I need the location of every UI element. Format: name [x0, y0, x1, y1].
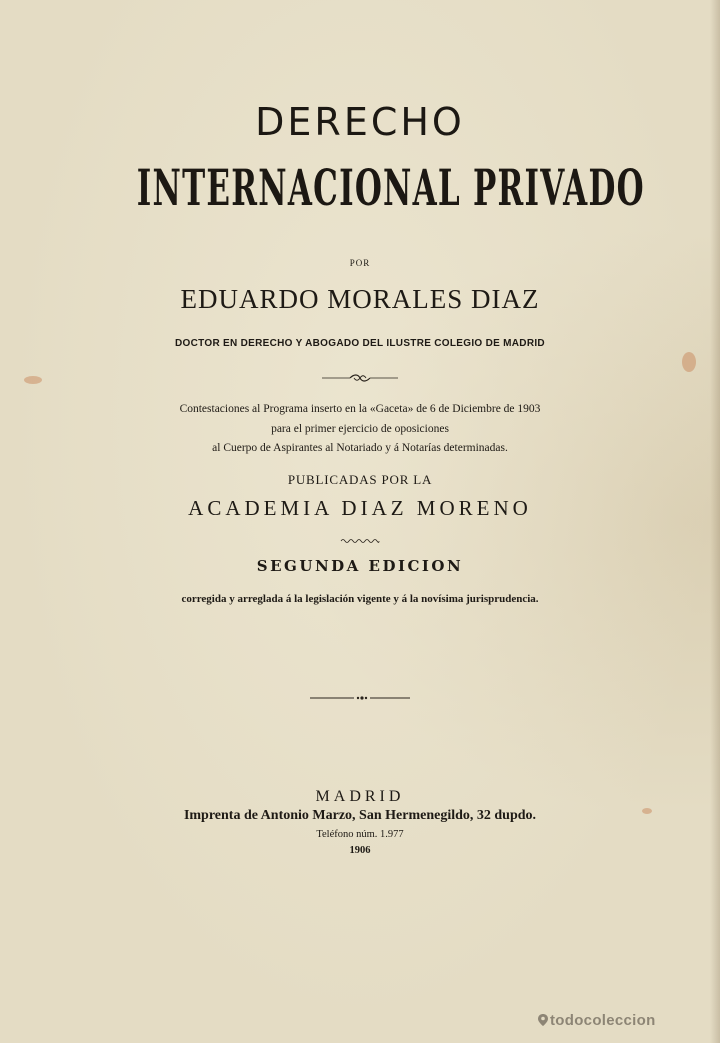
edition-label: SEGUNDA EDICION: [256, 557, 464, 575]
watermark-text: todocoleccion: [550, 1012, 656, 1029]
title-line-2: INTERNACIONAL PRIVADO: [136, 158, 645, 217]
description-line-3: al Cuerpo de Aspirantes al Notariado y á Notarías determinadas.: [212, 442, 508, 454]
title-line-1: DERECHO: [255, 100, 465, 144]
rule-divider: [0, 689, 720, 707]
page-edge-shadow: [710, 0, 720, 1043]
description-line-1: Contestaciones al Programa inserto en la «Gaceta» de 6 de Diciembre de 1903: [179, 403, 541, 415]
description-line-2: para el primer ejercicio de oposiciones: [271, 422, 449, 435]
author-credentials: DOCTOR EN DERECHO Y ABOGADO DEL ILUSTRE COLEGIO DE MADRID: [175, 338, 545, 349]
edition-note: corregida y arreglada á la legislación vigente y á la novísima jurisprudencia.: [181, 593, 539, 605]
watermark-logo: [538, 1012, 656, 1029]
imprint-city: MADRID: [315, 788, 405, 805]
pin-icon: [538, 1014, 548, 1026]
wave-ornament-icon: [340, 538, 380, 544]
author-name: EDUARDO MORALES DIAZ: [180, 284, 540, 314]
author-by-label: POR: [349, 258, 371, 268]
ornament-divider: [0, 371, 720, 389]
description-block: [0, 400, 720, 459]
ornament-flourish-icon: [320, 372, 400, 384]
imprint-phone: Teléfono núm. 1.977: [316, 829, 404, 840]
published-by-label: PUBLICADAS POR LA: [287, 472, 433, 487]
academy-name: ACADEMIA DIAZ MORENO: [188, 496, 532, 520]
small-wave-divider: [0, 531, 720, 549]
rule-ornament-icon: [308, 694, 412, 702]
imprint-printer: Imprenta de Antonio Marzo, San Hermenegildo, 32 dupdo.: [183, 808, 537, 823]
imprint-year: 1906: [349, 845, 371, 856]
foxing-spot: [682, 352, 696, 372]
